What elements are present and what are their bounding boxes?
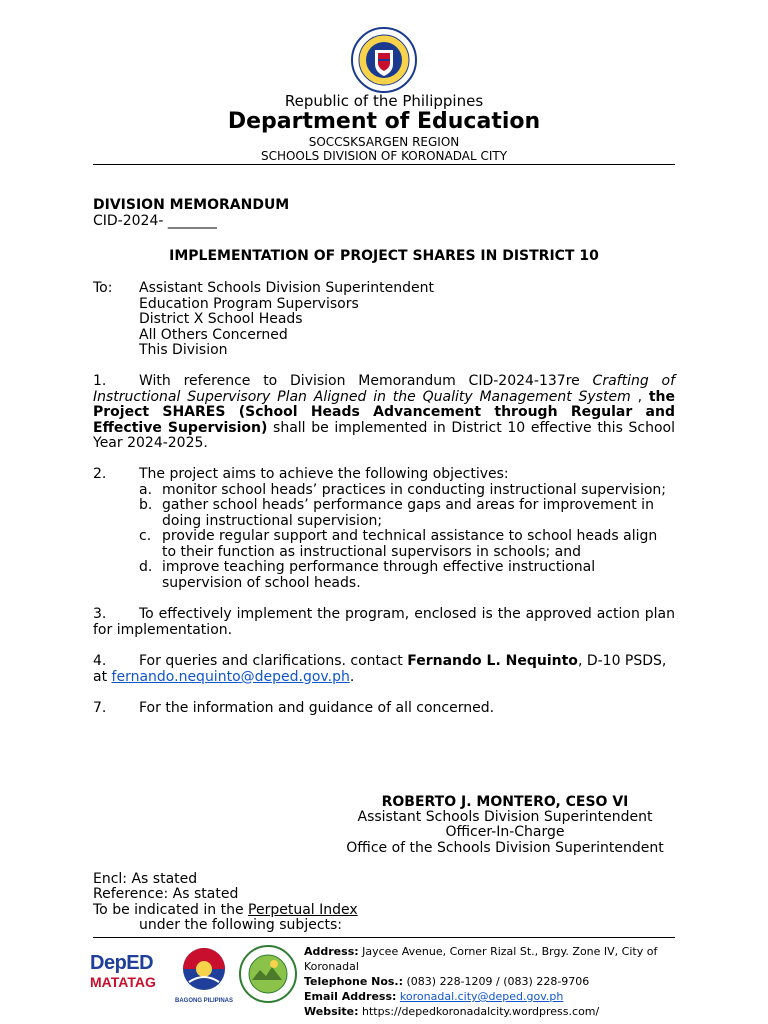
bagong-pilipinas-logo [171,946,237,1004]
signatory-position: Officer-In-Charge [445,824,565,840]
footer-address: Address: Jaycee Avenue, Corner Rizal St., Brgy. Zone IV, City of Koronadal [304,945,658,973]
recipients-list [139,281,434,359]
perpetual-index-note: To be indicated in the Perpetual Index [93,902,358,918]
memo-type: DIVISION MEMORANDUM [93,197,290,213]
subjects-note: under the following subjects: [139,917,343,933]
bagong-pilipinas-text: BAGONG PILIPINAS [174,997,233,1004]
objective-item: a. monitor school heads’ practices in conducting instructional supervision; [139,481,666,498]
paragraph-4: 4. For queries and clarifications. contact Fernando L. Nequinto, D-10 PSDS, at fernando.nequinto@deped.gov.ph. [93,653,667,685]
recipient: This Division [139,342,228,358]
paragraph-number: 7. [93,700,107,716]
paragraph-number: 1. [93,373,107,389]
division-heading: SCHOOLS DIVISION OF KORONADAL CITY [260,149,508,163]
header-divider [93,164,675,165]
deped-logo-text: DepED [90,952,154,974]
region-heading: SOCCSKSARGEN REGION [308,135,460,149]
department-heading: Department of Education [227,109,541,134]
koronadal-division-seal-logo [238,944,298,1004]
paragraph-1: 1. With reference to Division Memorandum CID-2024-137re Crafting of Instructional Supervisory Plan Aligned in the Quality Management System , the Project SHARES (School Heads Advancement through Regular and Effective Supervision) shall be implemented in District 10 effective this School Year 2024-2025. [93,373,676,451]
footer-email: Email Address: koronadal.city@deped.gov.ph [304,990,564,1003]
signatory-position: Assistant Schools Division Superintendent [357,809,653,825]
enclosure-note: Encl: As stated [93,871,198,887]
contact-email-link[interactable]: fernando.nequinto@deped.gov.ph [111,668,350,685]
referenced-memo-title: Crafting of Instructional Supervisory Plan Aligned in the Quality Management System [93,373,675,405]
deped-seal-logo [348,26,420,94]
recipient: District X School Heads [139,311,303,327]
contact-name: Fernando L. Nequinto [407,653,578,669]
to-label: To: [93,280,113,296]
footer-email-link[interactable]: koronadal.city@deped.gov.ph [399,990,564,1003]
bagong-pilipinas-emblem-icon [171,946,237,992]
footer-website: Website: https://depedkoronadalcity.wordpress.com/ [304,1005,600,1018]
recipient: Assistant Schools Division Superintendent [139,280,434,296]
objective-item: d. improve teaching performance through effective instructional supervision of school heads. [139,559,596,591]
paragraph-3: 3. To effectively implement the program, enclosed is the approved action plan for implementation. [93,606,675,638]
reference-note: Reference: As stated [93,886,239,902]
memo-number: CID-2024- _______ [93,213,217,229]
paragraph-number: 2. [93,466,107,482]
footer-telephone: Telephone Nos.: (083) 228-1209 / (083) 228-9706 [304,975,590,988]
objective-item: b. gather school heads’ performance gaps and areas for improvement in doing instructional supervision; [139,497,654,529]
project-name: the Project SHARES (School Heads Advancement through Regular and Effective Supervision) [93,388,676,436]
paragraph-number: 4. [93,653,107,669]
deped-matatag-logo [90,952,160,1002]
recipient: All Others Concerned [139,326,288,343]
footer-divider [93,937,675,938]
recipient: Education Program Supervisors [139,295,359,312]
signatory-name: ROBERTO J. MONTERO, CESO VI [381,794,629,810]
matatag-logo-text: MATATAG [90,974,156,990]
paragraph-7: 7. For the information and guidance of all concerned. [93,700,495,716]
objective-item: c. provide regular support and technical assistance to school heads align to their function as instructional supervisors in schools; and [139,528,658,560]
footer-website-link[interactable]: https://depedkoronadalcity.wordpress.com/ [358,1005,600,1018]
signatory-office: Office of the Schools Division Superintendent [346,840,664,856]
paragraph-2: 2. The project aims to achieve the following objectives: a. monitor school heads’ practices in conducting instructional supervision; b. gather school heads’ performance gaps and areas for improvement in doing instructional supervision; c. provide regular support and technical assistance to school heads align to their function as instructional supervisors in schools; and d. improve teaching performance through effective instructional supervision of school heads. [93,467,675,591]
footer-contact-info [304,944,704,1019]
memo-title: IMPLEMENTATION OF PROJECT SHARES IN DISTRICT 10 [169,248,599,264]
republic-heading: Republic of the Philippines [284,92,484,110]
perpetual-index-label: Perpetual Index [248,902,358,918]
paragraph-number: 3. [93,606,107,622]
objectives-list [139,483,675,592]
